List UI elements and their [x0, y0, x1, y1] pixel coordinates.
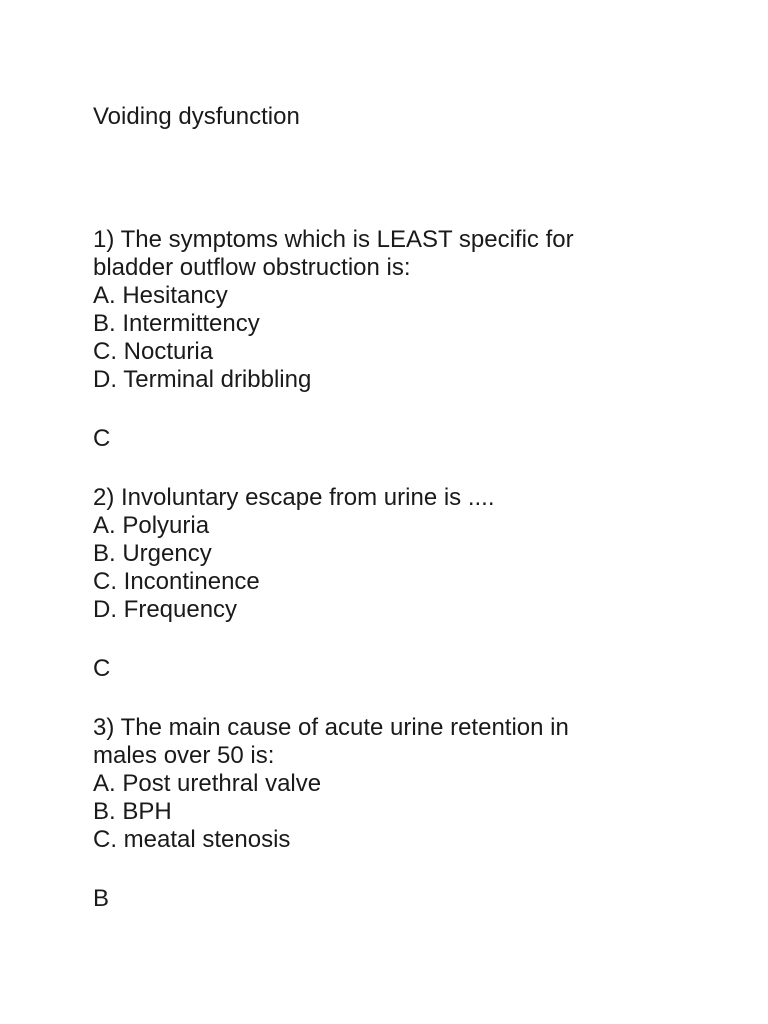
option-b: B. Urgency	[93, 540, 212, 567]
question-3	[93, 714, 693, 854]
option-d: D. Terminal dribbling	[93, 366, 312, 393]
option-a: A. Post urethral valve	[93, 770, 322, 797]
answer-3: B	[93, 885, 110, 912]
question-2	[93, 484, 693, 624]
document-title: Voiding dysfunction	[93, 103, 300, 130]
answer-1: C	[93, 425, 111, 452]
option-a: A. Polyuria	[93, 512, 210, 539]
option-c: C. Nocturia	[93, 338, 214, 365]
option-b: B. BPH	[93, 798, 172, 825]
option-a: A. Hesitancy	[93, 282, 228, 309]
option-c: C. meatal stenosis	[93, 826, 291, 853]
option-d: D. Frequency	[93, 596, 238, 623]
question-stem-line: bladder outflow obstruction is:	[93, 254, 411, 281]
question-stem-line: males over 50 is:	[93, 742, 275, 769]
option-b: B. Intermittency	[93, 310, 260, 337]
question-stem-line: 2) Involuntary escape from urine is ....	[93, 484, 495, 511]
question-stem-line: 1) The symptoms which is LEAST specific for	[93, 226, 574, 253]
question-1	[93, 226, 693, 394]
question-stem-line: 3) The main cause of acute urine retention in	[93, 714, 569, 741]
answer-2: C	[93, 655, 111, 682]
option-c: C. Incontinence	[93, 568, 260, 595]
